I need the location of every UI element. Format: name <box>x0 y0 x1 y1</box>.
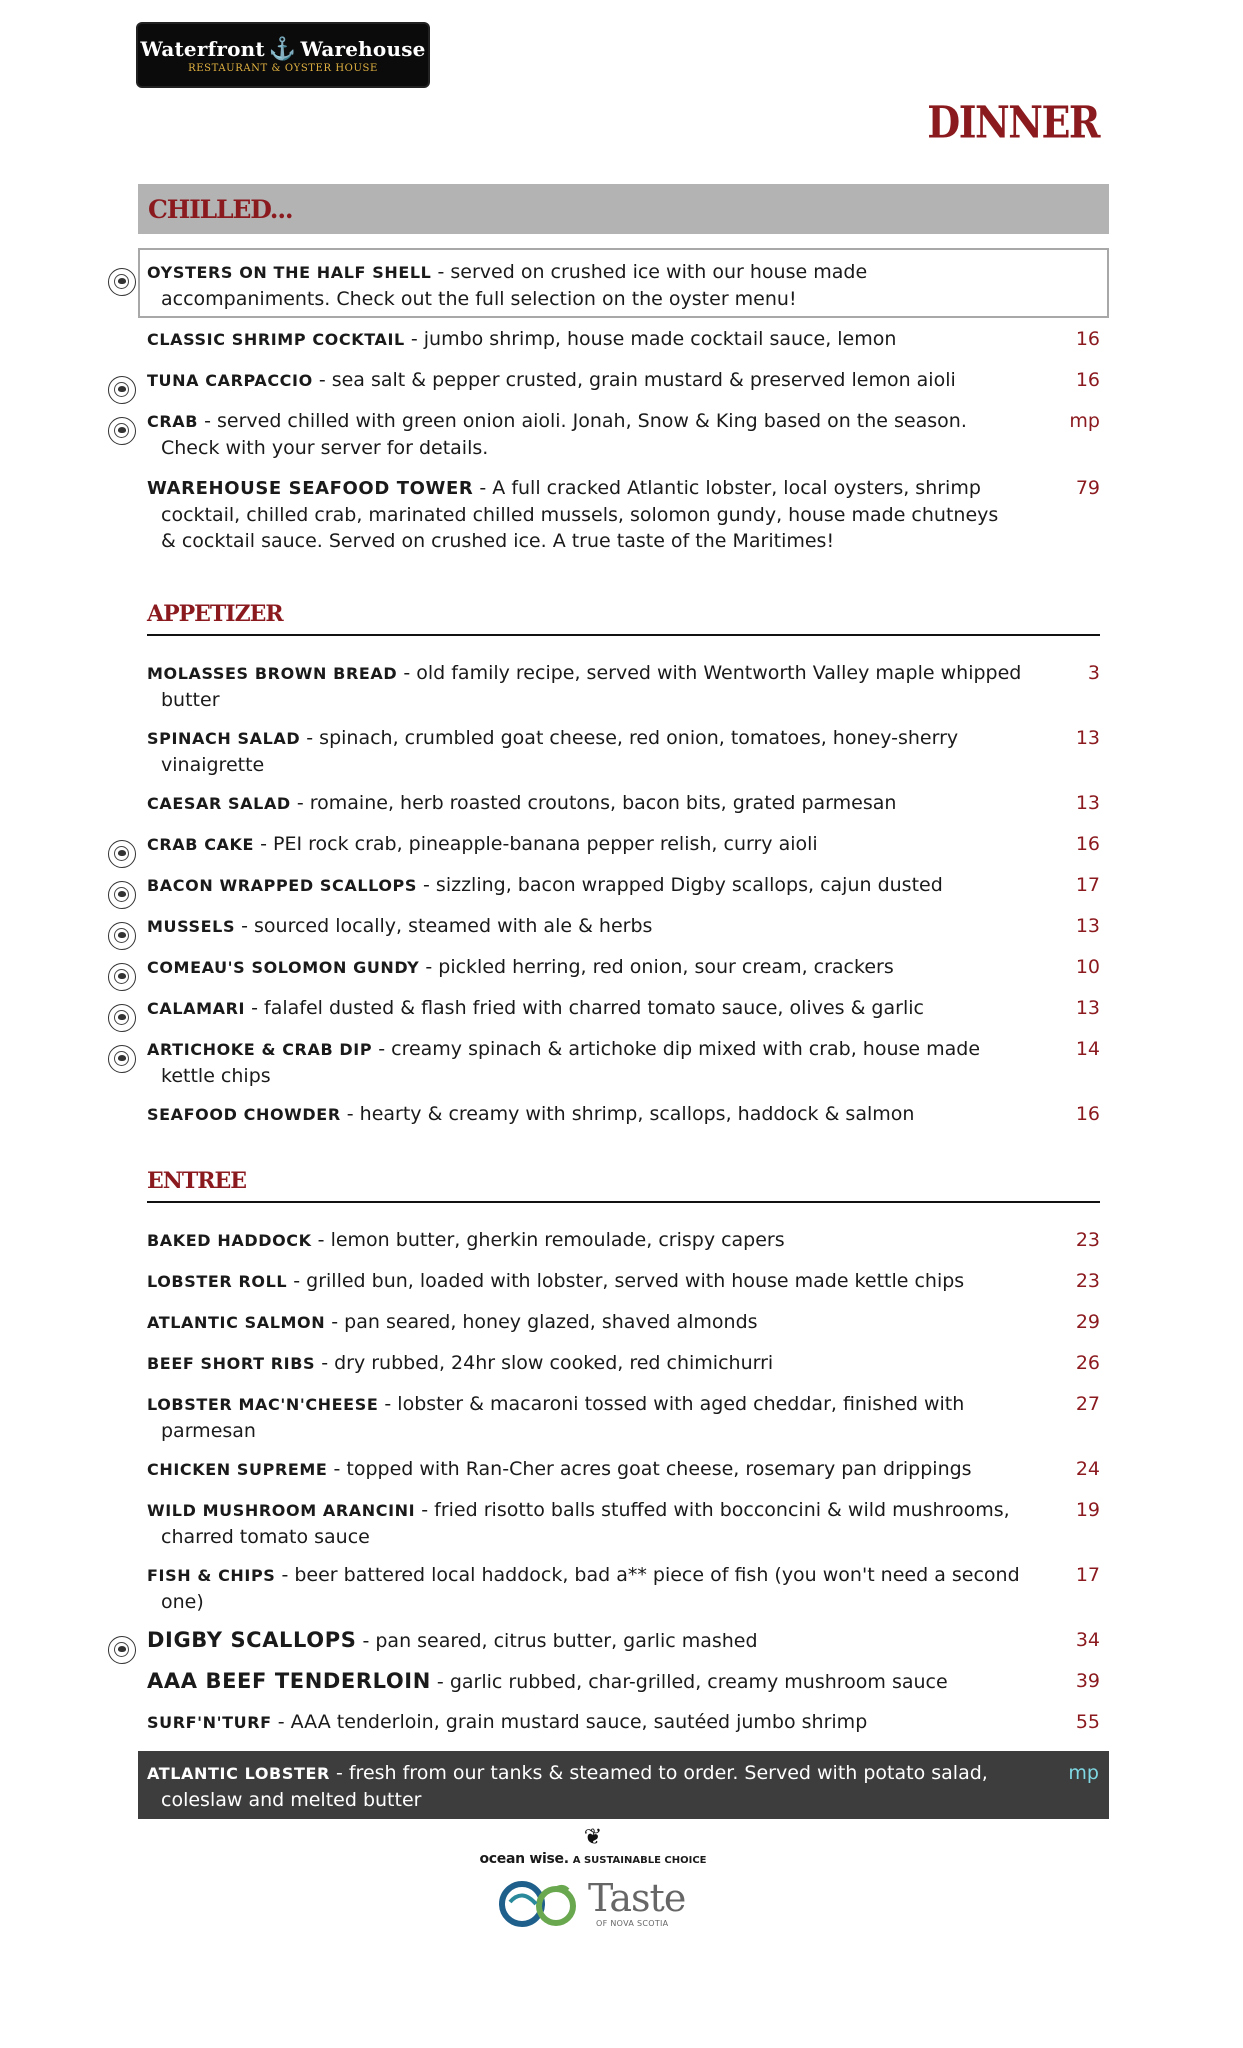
item-desc: - served on crushed ice with our house made <box>431 261 868 283</box>
item-name: ARTICHOKE & CRAB DIP <box>147 1040 373 1059</box>
menu-item <box>147 913 1047 940</box>
restaurant-logo <box>138 24 428 86</box>
item-desc-cont: parmesan <box>161 1420 256 1442</box>
item-price: 26 <box>1075 1352 1100 1374</box>
menu-item <box>147 1562 1047 1615</box>
item-price: mp <box>1068 1762 1099 1784</box>
ocean-wise-icon <box>108 922 136 950</box>
item-name: AAA BEEF TENDERLOIN <box>147 1669 431 1693</box>
menu-item <box>147 408 1047 461</box>
menu-item <box>147 1227 1047 1254</box>
item-desc: - spinach, crumbled goat cheese, red onion, tomatoes, honey-sherry <box>300 727 959 749</box>
item-name: BEEF SHORT RIBS <box>147 1354 316 1373</box>
item-desc: - fresh from our tanks & steamed to order. Served with potato salad, <box>329 1762 988 1784</box>
item-desc: - dry rubbed, 24hr slow cooked, red chimichurri <box>315 1352 774 1374</box>
menu-item <box>147 790 1047 817</box>
item-name: CRAB <box>147 412 199 431</box>
item-name: OYSTERS ON THE HALF SHELL <box>147 263 432 282</box>
item-name: FISH & CHIPS <box>147 1566 276 1585</box>
appetizer-title: APPETIZER <box>147 601 283 627</box>
item-price: 3 <box>1087 662 1100 684</box>
menu-item <box>147 995 1047 1022</box>
item-desc-cont: cocktail, chilled crab, marinated chilled mussels, solomon gundy, house made chutneys <box>161 504 999 526</box>
entree-title: ENTREE <box>147 1168 247 1194</box>
menu-item <box>147 1709 1047 1736</box>
item-desc: - PEI rock crab, pineapple-banana pepper relish, curry aioli <box>254 833 818 855</box>
item-name: SURF'N'TURF <box>147 1713 272 1732</box>
item-desc: - garlic rubbed, char-grilled, creamy mushroom sauce <box>430 1671 948 1693</box>
item-desc-cont: vinaigrette <box>161 754 265 776</box>
item-name: LOBSTER MAC'N'CHEESE <box>147 1395 379 1414</box>
item-price: 79 <box>1075 477 1100 499</box>
ocean-wise-icon <box>108 1636 136 1664</box>
item-price: 16 <box>1075 369 1100 391</box>
item-desc: - falafel dusted & flash fried with charred tomato sauce, olives & garlic <box>245 997 924 1019</box>
item-price: 55 <box>1075 1711 1100 1733</box>
item-desc-cont: coleslaw and melted butter <box>161 1789 422 1811</box>
menu-item <box>147 1627 1047 1654</box>
item-name: MOLASSES BROWN BREAD <box>147 664 398 683</box>
item-name: CALAMARI <box>147 999 246 1018</box>
menu-item <box>147 1036 1047 1089</box>
item-price: 24 <box>1075 1458 1100 1480</box>
item-desc-cont: charred tomato sauce <box>161 1526 370 1548</box>
item-name: ATLANTIC LOBSTER <box>147 1764 330 1783</box>
fish-icon: ❦ <box>583 1825 603 1850</box>
menu-item <box>147 954 1047 981</box>
item-desc-cont: butter <box>161 689 220 711</box>
logo-name-2: Warehouse <box>300 37 426 61</box>
taste-of-nova-scotia-logo <box>496 1876 686 1936</box>
item-desc: - AAA tenderloin, grain mustard sauce, sautéed jumbo shrimp <box>271 1711 868 1733</box>
ocean-wise-icon <box>108 881 136 909</box>
item-name: BAKED HADDOCK <box>147 1231 312 1250</box>
item-desc-cont: Check with your server for details. <box>161 437 489 459</box>
item-desc: - pickled herring, red onion, sour cream, crackers <box>419 956 894 978</box>
item-desc: - A full cracked Atlantic lobster, local oysters, shrimp <box>473 477 981 499</box>
item-desc: - grilled bun, loaded with lobster, served with house made kettle chips <box>287 1270 965 1292</box>
item-price: 14 <box>1075 1038 1100 1060</box>
menu-item <box>147 1391 1047 1444</box>
menu-item <box>147 1350 1047 1377</box>
item-price: 23 <box>1075 1270 1100 1292</box>
item-name: WILD MUSHROOM ARANCINI <box>147 1501 416 1520</box>
ocean-wise-icon <box>108 1004 136 1032</box>
menu-item <box>147 1309 1047 1336</box>
ocean-wise-logo <box>478 1825 708 1868</box>
item-desc: - sizzling, bacon wrapped Digby scallops, cajun dusted <box>417 874 943 896</box>
item-price: 13 <box>1075 915 1100 937</box>
item-price: mp <box>1069 410 1100 432</box>
atlantic-lobster-feature <box>138 1751 1109 1819</box>
ocean-wise-icon <box>108 376 136 404</box>
menu-item <box>147 259 1047 312</box>
item-desc-cont: one) <box>161 1591 204 1613</box>
item-price: 13 <box>1075 997 1100 1019</box>
taste-brand: Taste <box>588 1876 686 1920</box>
item-price: 13 <box>1075 792 1100 814</box>
menu-item <box>147 326 1047 353</box>
menu-item <box>147 367 1047 394</box>
item-name: SEAFOOD CHOWDER <box>147 1105 341 1124</box>
menu-title: DINNER <box>927 96 1099 148</box>
item-desc: - pan seared, honey glazed, shaved almonds <box>325 1311 758 1333</box>
menu-item <box>147 831 1047 858</box>
item-price: 17 <box>1075 874 1100 896</box>
taste-swirl-icon <box>496 1878 588 1930</box>
ocean-wise-icon <box>108 417 136 445</box>
menu-item <box>147 475 1047 554</box>
item-price: 39 <box>1075 1670 1100 1692</box>
menu-item <box>147 1760 1047 1813</box>
menu-item <box>147 872 1047 899</box>
menu-item <box>147 660 1047 713</box>
taste-subtitle: OF NOVA SCOTIA <box>596 1919 669 1928</box>
item-desc: - jumbo shrimp, house made cocktail sauce, lemon <box>404 328 897 350</box>
logo-subtitle: RESTAURANT & OYSTER HOUSE <box>188 63 378 74</box>
item-desc-cont: kettle chips <box>161 1065 271 1087</box>
item-price: 19 <box>1075 1499 1100 1521</box>
item-name: LOBSTER ROLL <box>147 1272 288 1291</box>
menu-item <box>147 1268 1047 1295</box>
anchor-icon: ⚓ <box>268 36 297 62</box>
item-desc: - hearty & creamy with shrimp, scallops, haddock & salmon <box>340 1103 915 1125</box>
item-name: WAREHOUSE SEAFOOD TOWER <box>147 478 474 499</box>
item-price: 17 <box>1075 1564 1100 1586</box>
item-name: SPINACH SALAD <box>147 729 301 748</box>
item-price: 27 <box>1075 1393 1100 1415</box>
item-price: 13 <box>1075 727 1100 749</box>
item-name: BACON WRAPPED SCALLOPS <box>147 876 417 895</box>
item-name: CAESAR SALAD <box>147 794 291 813</box>
item-desc-cont: accompaniments. Check out the full selection on the oyster menu! <box>161 288 797 310</box>
item-name: ATLANTIC SALMON <box>147 1313 326 1332</box>
menu-item <box>147 1668 1047 1695</box>
item-price: 34 <box>1075 1629 1100 1651</box>
logo-name: Waterfront <box>140 37 265 61</box>
item-desc: - topped with Ran-Cher acres goat cheese, rosemary pan drippings <box>327 1458 972 1480</box>
item-price: 16 <box>1075 833 1100 855</box>
ocean-wise-icon <box>108 1045 136 1073</box>
item-desc: - sea salt & pepper crusted, grain mustard & preserved lemon aioli <box>312 369 956 391</box>
ocean-wise-icon <box>108 840 136 868</box>
item-desc: - served chilled with green onion aioli. Jonah, Snow & King based on the season. <box>198 410 967 432</box>
item-price: 29 <box>1075 1311 1100 1333</box>
item-name: DIGBY SCALLOPS <box>147 1628 357 1652</box>
item-desc-cont: & cocktail sauce. Served on crushed ice. A true taste of the Maritimes! <box>161 530 835 552</box>
item-name: CLASSIC SHRIMP COCKTAIL <box>147 330 405 349</box>
menu-item <box>147 1101 1047 1128</box>
item-price: 16 <box>1075 328 1100 350</box>
chilled-header-band <box>138 184 1109 234</box>
item-desc: - pan seared, citrus butter, garlic mashed <box>356 1630 758 1652</box>
item-desc: - fried risotto balls stuffed with bocconcini & wild mushrooms, <box>415 1499 1010 1521</box>
item-name: COMEAU'S SOLOMON GUNDY <box>147 958 420 977</box>
item-desc: - sourced locally, steamed with ale & herbs <box>235 915 653 937</box>
menu-item <box>147 1497 1047 1550</box>
item-price: 23 <box>1075 1229 1100 1251</box>
item-desc: - creamy spinach & artichoke dip mixed with crab, house made <box>372 1038 981 1060</box>
ocean-wise-icon <box>108 268 136 296</box>
item-name: MUSSELS <box>147 917 236 936</box>
menu-item <box>147 1456 1047 1483</box>
ocean-wise-brand: ocean wise. <box>479 1851 569 1867</box>
item-desc: - lemon butter, gherkin remoulade, crispy capers <box>311 1229 785 1251</box>
item-desc: - lobster & macaroni tossed with aged cheddar, finished with <box>378 1393 965 1415</box>
item-desc: - romaine, herb roasted croutons, bacon bits, grated parmesan <box>290 792 897 814</box>
item-desc: - old family recipe, served with Wentworth Valley maple whipped <box>397 662 1022 684</box>
item-price: 10 <box>1075 956 1100 978</box>
chilled-title: CHILLED... <box>148 195 293 224</box>
item-price: 16 <box>1075 1103 1100 1125</box>
section-divider <box>147 1201 1100 1203</box>
item-name: TUNA CARPACCIO <box>147 371 313 390</box>
ocean-wise-icon <box>108 963 136 991</box>
menu-item <box>147 725 1047 778</box>
ocean-wise-tagline: A SUSTAINABLE CHOICE <box>572 1855 707 1866</box>
section-divider <box>147 634 1100 636</box>
item-name: CRAB CAKE <box>147 835 255 854</box>
item-name: CHICKEN SUPREME <box>147 1460 328 1479</box>
item-desc: - beer battered local haddock, bad a** piece of fish (you won't need a second <box>275 1564 1020 1586</box>
